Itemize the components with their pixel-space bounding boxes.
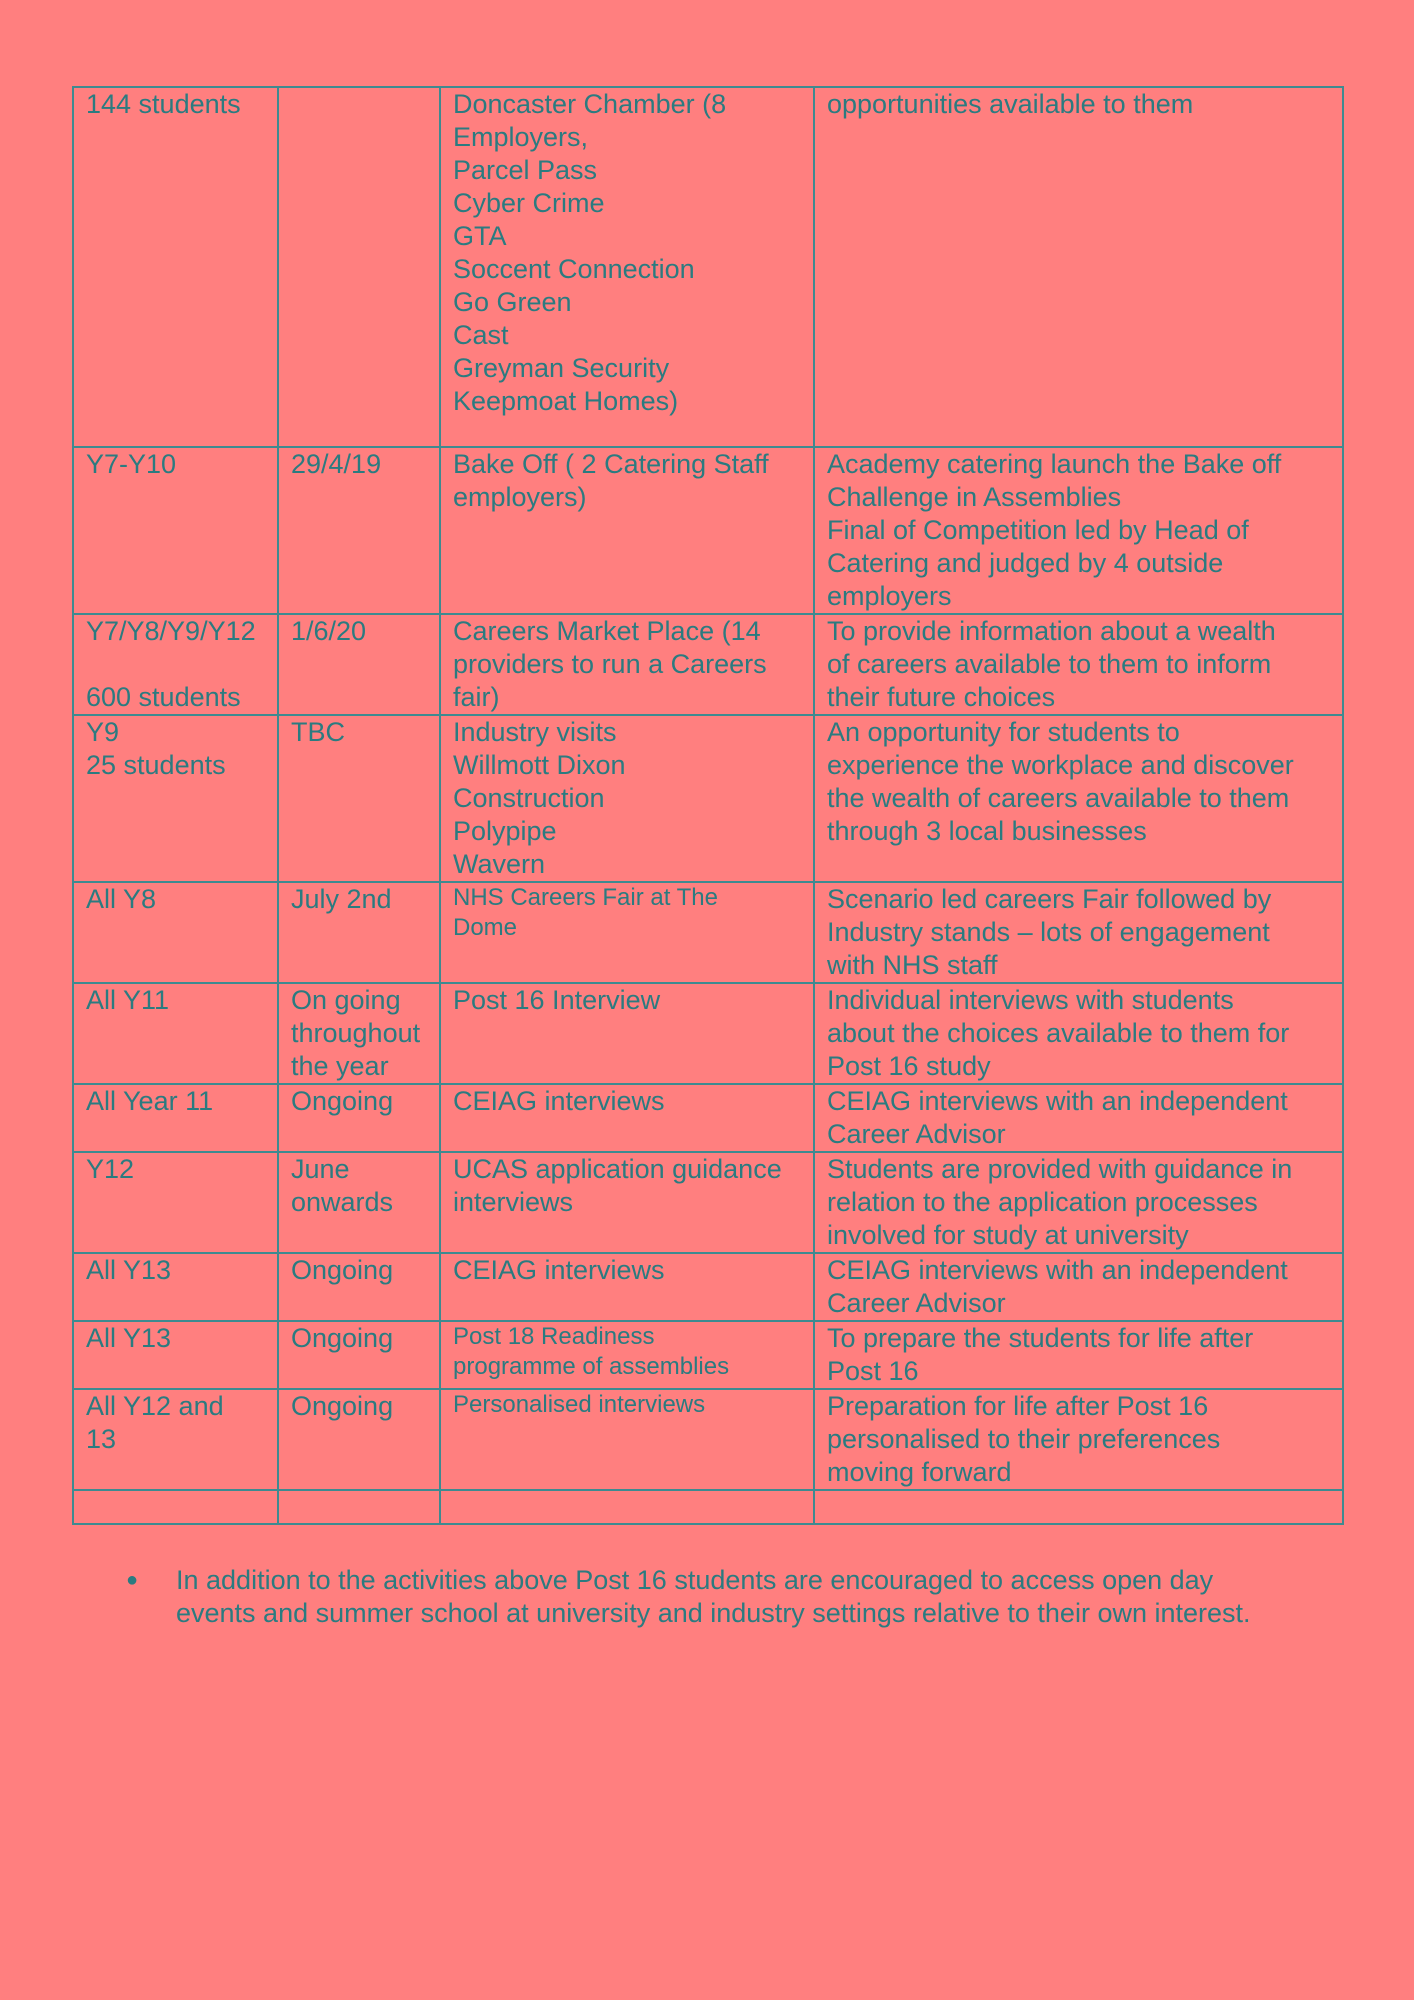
activity-cell-line: Soccent Connection xyxy=(453,254,695,284)
purpose-cell-line: Industry stands – lots of engagement xyxy=(827,917,1270,947)
table-row xyxy=(73,882,1343,983)
purpose-cell-line: Post 16 study xyxy=(827,1051,991,1081)
table-row xyxy=(73,1389,1343,1490)
purpose-cell xyxy=(814,1084,1343,1152)
activities-table-body xyxy=(73,87,1343,1524)
purpose-cell-line: involved for study at university xyxy=(827,1220,1189,1250)
purpose-cell xyxy=(814,614,1343,715)
activity-cell-line: NHS Careers Fair at The xyxy=(453,884,718,911)
date-cell-line: throughout xyxy=(291,1018,421,1048)
purpose-cell-line: CEIAG interviews with an independent xyxy=(827,1255,1288,1285)
date-cell-line: June xyxy=(291,1154,350,1184)
date-cell xyxy=(278,1389,440,1490)
activity-cell xyxy=(440,882,814,983)
activity-cell-line: interviews xyxy=(453,1187,574,1217)
year-cell-line: All Y12 and xyxy=(86,1391,224,1421)
table-row xyxy=(73,87,1343,447)
year-cell xyxy=(73,1152,278,1253)
year-cell-line: Y9 xyxy=(86,717,120,747)
date-cell-line: Ongoing xyxy=(291,1391,394,1421)
activity-cell-line: Willmott Dixon xyxy=(453,750,626,780)
date-cell-line: July 2nd xyxy=(291,884,392,914)
table-row xyxy=(73,1321,1343,1389)
activity-cell-line: CEIAG interviews xyxy=(453,1086,665,1116)
activity-cell-line: Post 16 Interview xyxy=(453,985,661,1015)
activity-cell-line: Doncaster Chamber (8 xyxy=(453,89,727,119)
purpose-cell-line: CEIAG interviews with an independent xyxy=(827,1086,1288,1116)
date-cell xyxy=(278,1490,440,1524)
date-cell-line: 1/6/20 xyxy=(291,616,367,646)
activity-cell-line: Keepmoat Homes) xyxy=(453,386,679,416)
table-row xyxy=(73,983,1343,1084)
year-cell-line: Y12 xyxy=(86,1154,135,1184)
activity-cell-line: programme of assemblies xyxy=(453,1353,730,1380)
date-cell xyxy=(278,882,440,983)
purpose-cell-line: Individual interviews with students xyxy=(827,985,1234,1015)
date-cell-line: TBC xyxy=(291,717,345,747)
date-cell xyxy=(278,715,440,882)
date-cell xyxy=(278,447,440,614)
purpose-cell-line: with NHS staff xyxy=(827,950,998,980)
activity-cell-line: Construction xyxy=(453,783,605,813)
year-cell xyxy=(73,614,278,715)
purpose-cell xyxy=(814,882,1343,983)
note-bullet xyxy=(120,1564,1360,1630)
date-cell-line: Ongoing xyxy=(291,1255,394,1285)
activity-cell xyxy=(440,1152,814,1253)
activity-cell-line: Cyber Crime xyxy=(453,188,605,218)
purpose-cell xyxy=(814,1490,1343,1524)
year-cell xyxy=(73,983,278,1084)
year-cell-line: All Y11 xyxy=(86,985,170,1015)
table-row xyxy=(73,1490,1343,1524)
purpose-cell-line: Students are provided with guidance in xyxy=(827,1154,1293,1184)
year-cell-line: All Y13 xyxy=(86,1323,172,1353)
activity-cell-line: Careers Market Place (14 xyxy=(453,616,761,646)
purpose-cell xyxy=(814,715,1343,882)
activity-cell xyxy=(440,1084,814,1152)
table-row xyxy=(73,1084,1343,1152)
year-cell xyxy=(73,1490,278,1524)
purpose-cell xyxy=(814,87,1343,447)
purpose-cell-line: Career Advisor xyxy=(827,1288,1006,1318)
purpose-cell-line: moving forward xyxy=(827,1457,1012,1487)
year-cell-line: All Y8 xyxy=(86,884,157,914)
purpose-cell-line: Scenario led careers Fair followed by xyxy=(827,884,1272,914)
date-cell xyxy=(278,87,440,447)
year-cell xyxy=(73,882,278,983)
purpose-cell-line: through 3 local businesses xyxy=(827,816,1147,846)
purpose-cell-line: To prepare the students for life after xyxy=(827,1323,1254,1353)
purpose-cell-line: Final of Competition led by Head of xyxy=(827,515,1249,545)
year-cell-line: 600 students xyxy=(86,682,241,712)
purpose-cell-line: Challenge in Assemblies xyxy=(827,482,1122,512)
activity-cell-line: Dome xyxy=(453,914,518,941)
purpose-cell-line: Academy catering launch the Bake off xyxy=(827,449,1282,479)
purpose-cell-line: of careers available to them to inform xyxy=(827,649,1272,679)
purpose-cell-line: personalised to their preferences xyxy=(827,1424,1221,1454)
activity-cell xyxy=(440,1321,814,1389)
table-row xyxy=(73,1253,1343,1321)
activity-cell xyxy=(440,715,814,882)
activity-cell xyxy=(440,1389,814,1490)
activity-cell-line: fair) xyxy=(453,682,500,712)
purpose-cell-line: their future choices xyxy=(827,682,1056,712)
activity-cell-line: Bake Off ( 2 Catering Staff xyxy=(453,449,769,479)
activity-cell xyxy=(440,983,814,1084)
note-text xyxy=(176,1564,1251,1630)
date-cell-line: Ongoing xyxy=(291,1086,394,1116)
activity-cell xyxy=(440,1490,814,1524)
year-cell-line: 13 xyxy=(86,1424,117,1454)
activity-cell-line: Post 18 Readiness xyxy=(453,1323,655,1350)
year-cell-line xyxy=(86,648,269,681)
date-cell xyxy=(278,614,440,715)
year-cell xyxy=(73,1253,278,1321)
date-cell xyxy=(278,983,440,1084)
purpose-cell-line: opportunities available to them xyxy=(827,89,1194,119)
table-row xyxy=(73,715,1343,882)
purpose-cell xyxy=(814,1321,1343,1389)
purpose-cell-line: the wealth of careers available to them xyxy=(827,783,1290,813)
purpose-cell xyxy=(814,1389,1343,1490)
date-cell-line: Ongoing xyxy=(291,1323,394,1353)
activities-table xyxy=(72,86,1344,1525)
purpose-cell-line: Catering and judged by 4 outside xyxy=(827,548,1224,578)
purpose-cell xyxy=(814,983,1343,1084)
date-cell-line: onwards xyxy=(291,1187,394,1217)
activity-cell-line: GTA xyxy=(453,221,507,251)
table-row xyxy=(73,1152,1343,1253)
year-cell-line: Y7/Y8/Y9/Y12 xyxy=(86,616,256,646)
year-cell-line: All Year 11 xyxy=(86,1086,214,1116)
activity-cell xyxy=(440,87,814,447)
year-cell xyxy=(73,1321,278,1389)
purpose-cell-line: To provide information about a wealth xyxy=(827,616,1276,646)
activity-cell-line: Parcel Pass xyxy=(453,155,598,185)
activity-cell-line: Personalised interviews xyxy=(453,1391,706,1418)
purpose-cell xyxy=(814,1152,1343,1253)
purpose-cell-line: An opportunity for students to xyxy=(827,717,1180,747)
purpose-cell-line: about the choices available to them for xyxy=(827,1018,1290,1048)
activity-cell-line: providers to run a Careers xyxy=(453,649,767,679)
purpose-cell xyxy=(814,1253,1343,1321)
date-cell xyxy=(278,1321,440,1389)
year-cell xyxy=(73,715,278,882)
activity-cell-line: Greyman Security xyxy=(453,353,670,383)
activity-cell-line: Polypipe xyxy=(453,816,557,846)
year-cell xyxy=(73,447,278,614)
activity-cell xyxy=(440,447,814,614)
purpose-cell-line: Career Advisor xyxy=(827,1119,1006,1149)
table-row xyxy=(73,447,1343,614)
note-line: events and summer school at university and industry settings relative to their own interest. xyxy=(176,1598,1251,1628)
purpose-cell xyxy=(814,447,1343,614)
purpose-cell-line: Preparation for life after Post 16 xyxy=(827,1391,1209,1421)
bullet-dot-icon: ● xyxy=(126,1569,139,1591)
activity-cell-line: employers) xyxy=(453,482,587,512)
year-cell-line: Y7-Y10 xyxy=(86,449,177,479)
year-cell-line: 144 students xyxy=(86,89,241,119)
year-cell xyxy=(73,1389,278,1490)
date-cell xyxy=(278,1084,440,1152)
table-row xyxy=(73,614,1343,715)
date-cell xyxy=(278,1253,440,1321)
purpose-cell-line: employers xyxy=(827,581,952,611)
note-line: In addition to the activities above Post 16 students are encouraged to access open day xyxy=(176,1565,1214,1595)
purpose-cell-line: relation to the application processes xyxy=(827,1187,1258,1217)
activity-cell xyxy=(440,1253,814,1321)
date-cell xyxy=(278,1152,440,1253)
year-cell-line: All Y13 xyxy=(86,1255,172,1285)
purpose-cell-line: experience the workplace and discover xyxy=(827,750,1294,780)
date-cell-line: On going xyxy=(291,985,401,1015)
date-cell-line: 29/4/19 xyxy=(291,449,382,479)
year-cell-line: 25 students xyxy=(86,750,226,780)
activity-cell-line: Industry visits xyxy=(453,717,617,747)
activity-cell-line: Cast xyxy=(453,320,509,350)
activity-cell-line: Wavern xyxy=(453,849,546,879)
activity-cell-line: Go Green xyxy=(453,287,572,317)
year-cell xyxy=(73,1084,278,1152)
activity-cell-line: Employers, xyxy=(453,122,589,152)
activity-cell-line: UCAS application guidance xyxy=(453,1154,782,1184)
activity-cell xyxy=(440,614,814,715)
activity-cell-line: CEIAG interviews xyxy=(453,1255,665,1285)
year-cell xyxy=(73,87,278,447)
date-cell-line: the year xyxy=(291,1051,389,1081)
purpose-cell-line: Post 16 xyxy=(827,1356,919,1386)
